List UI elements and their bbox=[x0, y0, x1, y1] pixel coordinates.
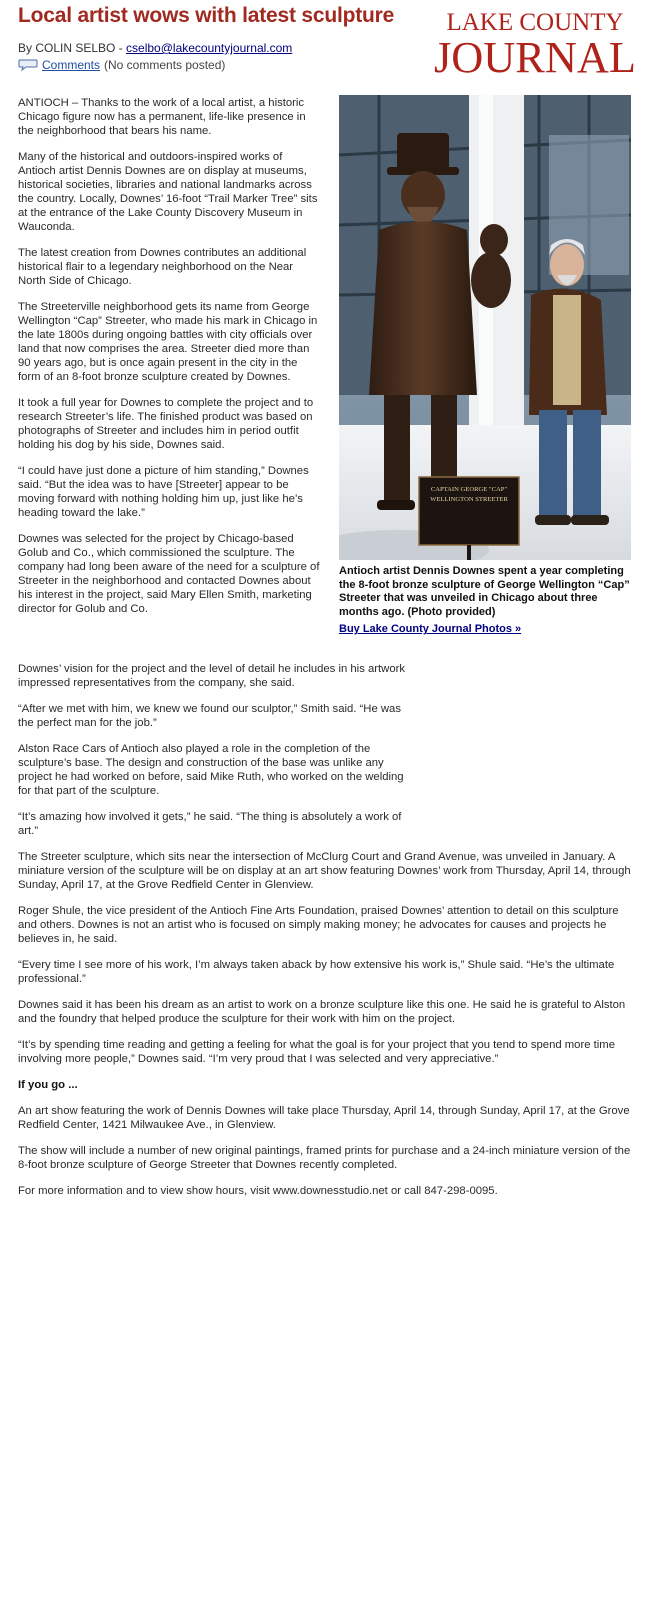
paragraph: The Streeter sculpture, which sits near the intersection of McClurg Court and Grand Avenue, was unveiled in January. A miniature version of the sculpture will be on display at an art show featuring Downes’ work from Thursday, April 14, through Sunday, April 17, at the Grove Redfield Center in Glenview. bbox=[18, 851, 631, 891]
paragraph: Alston Race Cars of Antioch also played a role in the completion of the sculpture’s base. The design and construction of the base was unlike any project he had worked on before, said Mike Ruth, who worked on the welding for that part of the sculpture. bbox=[18, 743, 404, 797]
lake-county-journal-logo[interactable] bbox=[432, 6, 638, 78]
plaque-line2: WELLINGTON STREETER bbox=[430, 496, 508, 503]
comments-bar bbox=[18, 58, 225, 72]
photo-caption: Antioch artist Dennis Downes spent a year completing the 8-foot bronze sculpture of George Wellington “Cap” Streeter that was unveiled in Chicago about three months ago. (Photo provided) bbox=[339, 565, 630, 618]
if-you-go-heading: If you go ... bbox=[18, 1079, 78, 1091]
paragraph: Downes was selected for the project by Chicago-based Golub and Co., which commissioned the sculpture. The company had long been aware of the need for a sculpture of Streeter in the neighborhood and contacted Downes about his interest in the project, said Mary Ellen Smith, marketing director for Golub and Co. bbox=[18, 533, 320, 615]
paragraph: The latest creation from Downes contributes an additional historical flair to a legendary neighborhood on the Near North Side of Chicago. bbox=[18, 247, 307, 287]
paragraph: “It’s amazing how involved it gets,” he said. “The thing is absolutely a work of art.” bbox=[18, 811, 402, 837]
article-body-left bbox=[18, 96, 321, 628]
paragraph: An art show featuring the work of Dennis Downes will take place Thursday, April 14, through Sunday, April 17, at the Grove Redfield Center, 1421 Milwaukee Ave., in Glenview. bbox=[18, 1105, 630, 1131]
photo-box bbox=[339, 95, 631, 637]
paragraph: Many of the historical and outdoors-inspired works of Antioch artist Dennis Downes are on display at museums, historical societies, libraries and national landmarks across the country. Locally, Downes’ 16-foot “Trail Marker Tree” sits at the entrance of the Lake County Discovery Museum in Wauconda. bbox=[18, 151, 318, 233]
narrow-section bbox=[18, 662, 418, 838]
logo-line1: LAKE COUNTY bbox=[446, 9, 624, 36]
paragraph: “It’s by spending time reading and getting a feeling for what the goal is for your project that you tend to spend more time involving more people,” Downes said. “I’m very proud that I was selected and very appreciative.” bbox=[18, 1039, 615, 1065]
paragraph: “I could have just done a picture of him standing,” Downes said. “But the idea was to have [Streeter] appear to be moving forward with nothing holding him up, just like he’s heading toward the lake.” bbox=[18, 465, 309, 519]
logo-line2: JOURNAL bbox=[434, 33, 636, 78]
paragraph: “Every time I see more of his work, I’m always taken aback by how extensive his work is,” Shule said. “He’s the ultimate professional.” bbox=[18, 959, 615, 985]
paragraph: For more information and to view show hours, visit www.downesstudio.net or call 847-298-0095. bbox=[18, 1185, 498, 1197]
paragraph: “After we met with him, we knew we found our sculptor,” Smith said. “He was the perfect man for the job.” bbox=[18, 703, 401, 729]
paragraph: ANTIOCH – Thanks to the work of a local artist, a historic Chicago figure now has a permanent, life-like presence in the neighborhood that bears his name. bbox=[18, 97, 306, 137]
plaque-line1: CAPTAIN GEORGE "CAP" bbox=[430, 486, 508, 493]
byline-author: By COLIN SELBO - bbox=[18, 41, 127, 55]
buy-photos-link[interactable]: Buy Lake County Journal Photos » bbox=[339, 623, 522, 636]
sculpture-photo[interactable] bbox=[339, 95, 631, 560]
headline: Local artist wows with latest sculpture bbox=[18, 4, 395, 27]
paragraph: The Streeterville neighborhood gets its name from George Wellington “Cap” Streeter, who made his mark in Chicago in the late 1800s during ongoing battles with city officials over land that now comprises the area. Streeter died more than 90 years ago, but is once again present in the city in the form of an 8-foot bronze sculpture created by Downes. bbox=[18, 301, 318, 383]
paragraph: Downes said it has been his dream as an artist to work on a bronze sculpture like this one. He said he is grateful to Alston and the foundry that helped produce the sculpture for their work with him on the project. bbox=[18, 999, 626, 1025]
comments-link[interactable]: Comments bbox=[42, 58, 101, 72]
author-email-link[interactable]: cselbo@lakecountyjournal.com bbox=[126, 41, 293, 55]
paragraph: Roger Shule, the vice president of the Antioch Fine Arts Foundation, praised Downes’ attention to detail on this sculpture and others. Downes is not an artist who is focused on simply making money; he advocates for causes and projects he believes in, he said. bbox=[18, 905, 619, 945]
paragraph: It took a full year for Downes to complete the project and to research Streeter’s life. The finished product was based on photographs of Streeter and includes him in period outfit holding his dog by his side, Downes said. bbox=[18, 397, 314, 451]
comment-bubble-icon bbox=[18, 59, 38, 71]
paragraph: Downes’ vision for the project and the level of detail he includes in his artwork impressed representatives from the company, she said. bbox=[18, 663, 406, 689]
paragraph: The show will include a number of new original paintings, framed prints for purchase and a 24-inch miniature version of the 8-foot bronze sculpture of George Streeter that Downes recently completed. bbox=[18, 1145, 631, 1171]
article-body-full bbox=[18, 662, 634, 1210]
byline bbox=[18, 41, 292, 55]
comments-status: (No comments posted) bbox=[104, 58, 226, 72]
